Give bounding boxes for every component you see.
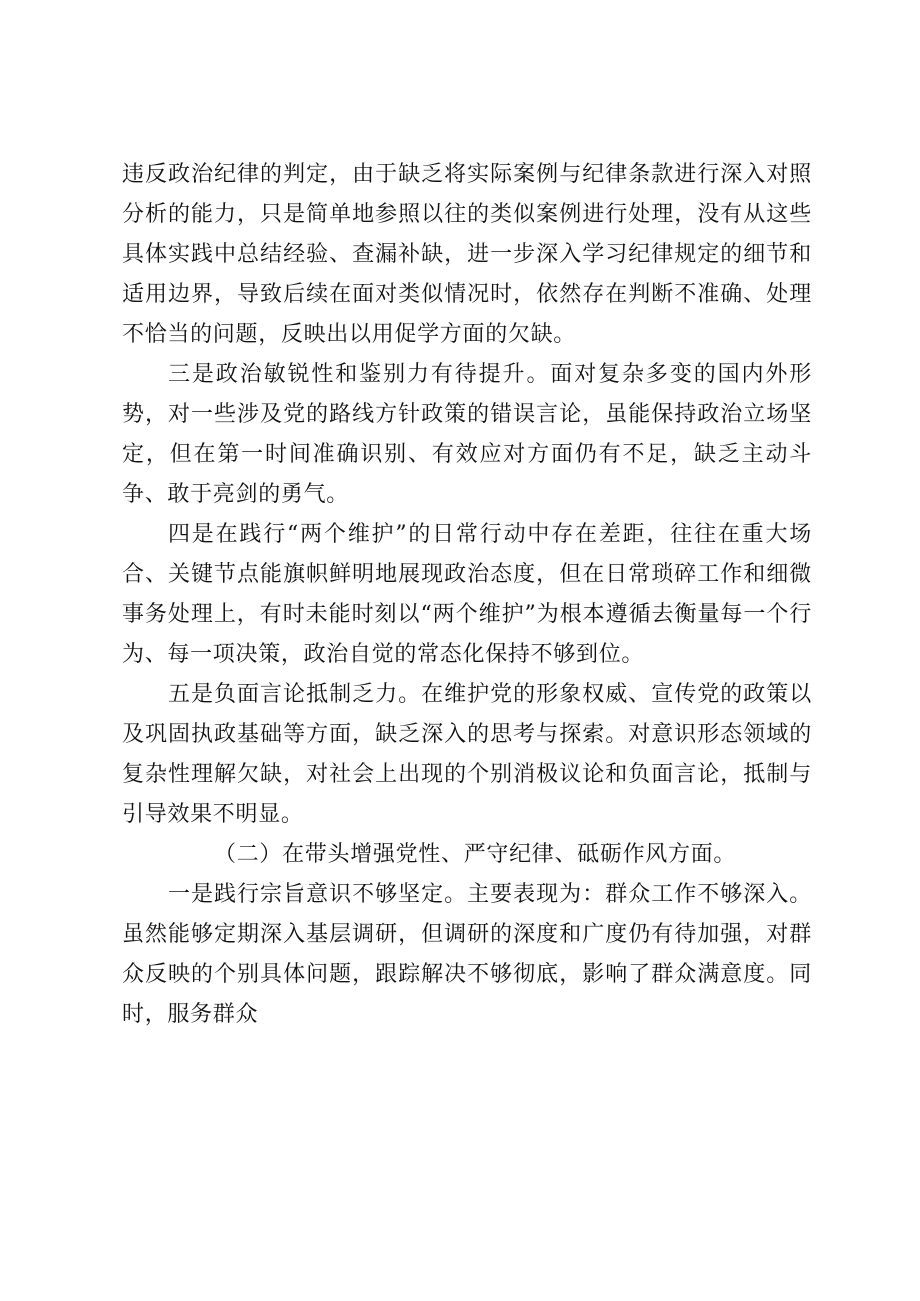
paragraph-negative-speech: 五是负面言论抵制乏力。在维护党的形象权威、宣传党的政策以及巩固执政基础等方面，缺乏深入的思考与探索。对意识形态领域的复杂性理解欠缺，对社会上出现的个别消极议论和负面言论，抵制与引导效果不明显。 xyxy=(122,682,812,827)
paragraph-political-sensitivity: 三是政治敏锐性和鉴别力有待提升。面对复杂多变的国内外形势，对一些涉及党的路线方针政策的错误言论，虽能保持政治立场坚定，但在第一时间准确识别、有效应对方面仍有不足，缺乏主动斗争、敢于亮剑的勇气。 xyxy=(122,362,812,507)
document-body xyxy=(122,155,812,1035)
paragraph-purpose-awareness: 一是践行宗旨意识不够坚定。主要表现为：群众工作不够深入。虽然能够定期深入基层调研，但调研的深度和广度仍有待加强，对群众反映的个别具体问题，跟踪解决不够彻底，影响了群众满意度。同时，服务群众 xyxy=(122,882,812,1027)
paragraph-continuation: 违反政治纪律的判定，由于缺乏将实际案例与纪律条款进行深入对照分析的能力，只是简单地参照以往的类似案例进行处理，没有从这些具体实践中总结经验、查漏补缺，进一步深入学习纪律规定的细节和适用边界，导致后续在面对类似情况时，依然存在判断不准确、处理不恰当的问题，反映出以用促学方面的欠缺。 xyxy=(122,162,812,347)
section-heading: （二）在带头增强党性、严守纪律、砥砺作风方面。 xyxy=(214,842,737,867)
paragraph-two-safeguards: 四是在践行“两个维护”的日常行动中存在差距，往往在重大场合、关键节点能旗帜鲜明地展现政治态度，但在日常琐碎工作和细微事务处理上，有时未能时刻以“两个维护”为根本遵循去衡量每一个行为、每一项决策，政治自觉的常态化保持不够到位。 xyxy=(122,522,812,667)
